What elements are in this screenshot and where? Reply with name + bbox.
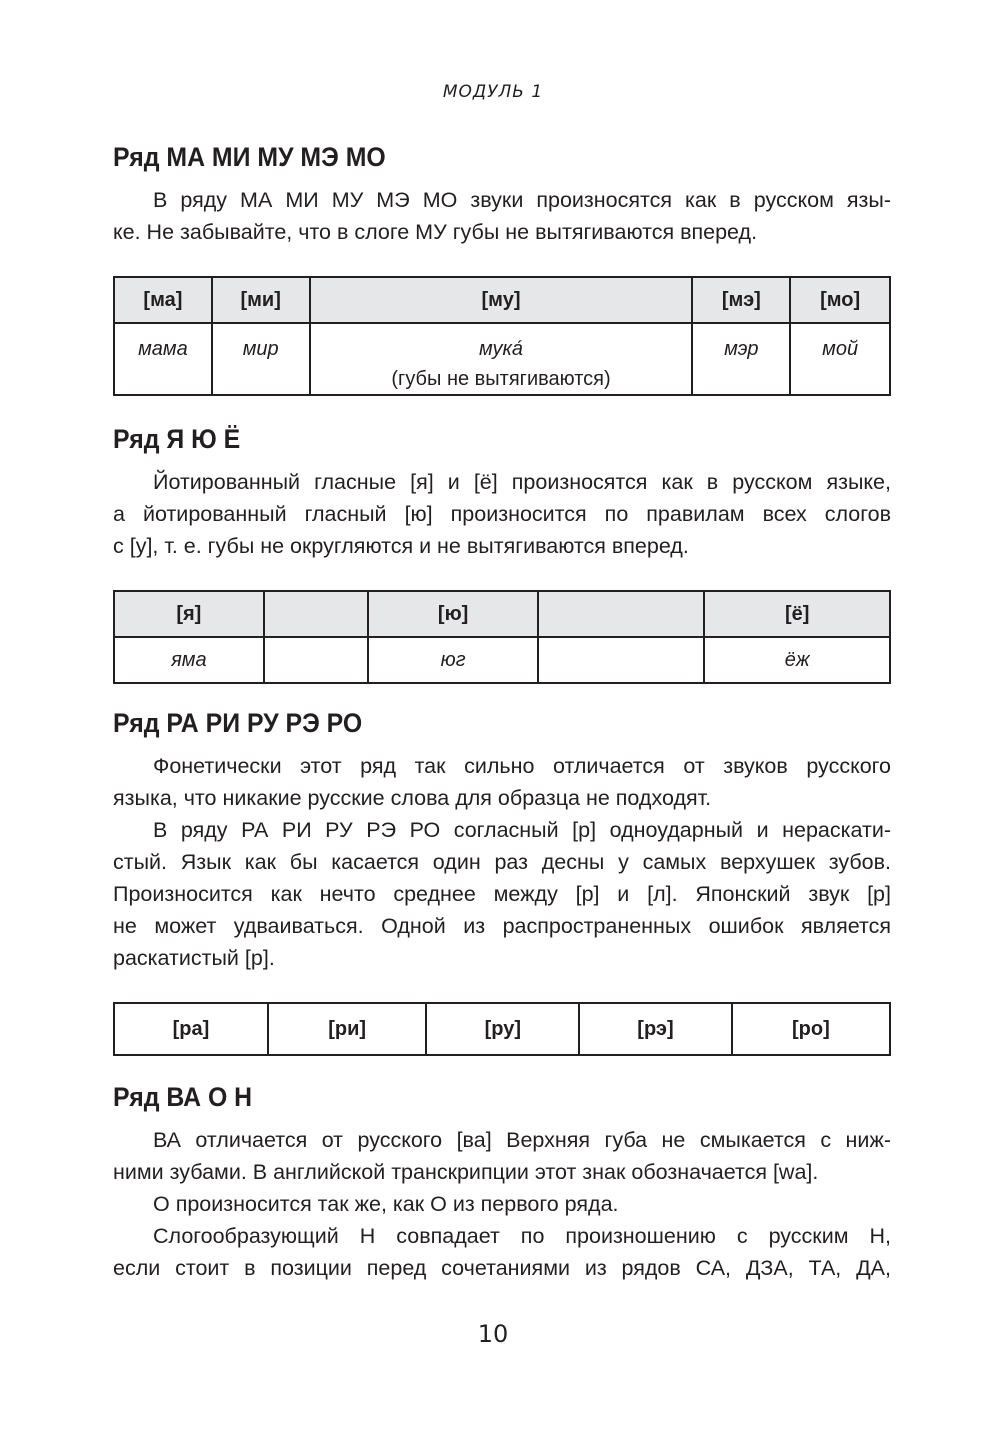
text-line: Йотированный гласные [я] и [ё] произносятся как в русском языке,: [153, 470, 891, 494]
table-header: [538, 591, 705, 637]
table-cell: мир: [212, 323, 310, 395]
table-cell: ёж: [704, 637, 890, 683]
text-line: ВА отличается от русского [ва] Верхняя губа не смыкается с ниж-: [153, 1128, 891, 1152]
section-title-ya: Ряд Я Ю Ё: [113, 424, 241, 454]
text-line: Произносится как нечто среднее между [р] и [л]. Японский звук [р]: [113, 882, 891, 906]
table-cell: [264, 637, 369, 683]
paragraph: [113, 1124, 891, 1188]
running-head: МОДУЛЬ 1: [442, 82, 544, 102]
table-header: [я]: [114, 591, 264, 637]
table-header: [рэ]: [579, 1003, 732, 1055]
text-line: ке. Не забывайте, что в слоге МУ губы не вытягиваются вперед.: [113, 220, 758, 244]
page-number: 10: [477, 1320, 509, 1348]
table-header: [ра]: [114, 1003, 268, 1055]
table-cell: [310, 323, 693, 395]
text-line: стый. Язык как бы касается один раз десны у самых верхушек зубов.: [113, 850, 891, 874]
table-cell: мой: [790, 323, 890, 395]
table-cell: мама: [114, 323, 212, 395]
section-title-va: Ряд ВА О Н: [113, 1082, 253, 1112]
text-line: если стоит в позиции перед сочетаниями из рядов СА, ДЗА, ТА, ДА,: [113, 1256, 891, 1280]
text-line: Слогообразующий Н совпадает по произношению с русским Н,: [153, 1224, 891, 1248]
paragraph: [113, 1188, 891, 1220]
table-header: [264, 591, 369, 637]
section-title-ma: Ряд МА МИ МУ МЭ МО: [113, 142, 386, 172]
text-line: Фонетически этот ряд так сильно отличается от звуков русского: [153, 754, 891, 778]
text-line: В ряду РА РИ РУ РЭ РО согласный [р] одноударный и нераскати-: [153, 818, 891, 842]
table-header: [ро]: [732, 1003, 890, 1055]
ra-row-table: [113, 1002, 891, 1056]
ya-row-table: [113, 590, 891, 684]
table-header: [ри]: [268, 1003, 427, 1055]
paragraph: [113, 1220, 891, 1284]
text-line: не может удваиваться. Одной из распространенных ошибок является: [113, 914, 891, 938]
paragraph: [113, 750, 891, 814]
section-title-ra: Ряд РА РИ РУ РЭ РО: [113, 708, 363, 738]
table-cell: юг: [368, 637, 538, 683]
table-header: [ма]: [114, 277, 212, 323]
example-word: мука́: [478, 338, 524, 360]
table-header: [мо]: [790, 277, 890, 323]
table-row: [114, 637, 890, 683]
text-line: раскатистый [р].: [113, 946, 275, 970]
table-header: [ё]: [704, 591, 890, 637]
text-line: О произносится так же, как О из первого ряда.: [153, 1192, 619, 1216]
table-header: [мэ]: [692, 277, 790, 323]
table-cell: яма: [114, 637, 264, 683]
paragraph: [113, 184, 891, 248]
table-header: [ю]: [368, 591, 538, 637]
text-line: языка, что никакие русские слова для образца не подходят.: [113, 786, 712, 810]
table-cell: мэр: [692, 323, 790, 395]
paragraph: [113, 466, 891, 562]
table-cell: [538, 637, 705, 683]
table-note: (губы не вытягиваются): [391, 368, 611, 390]
table-header: [му]: [310, 277, 693, 323]
paragraph: [113, 814, 891, 974]
ma-row-table: [113, 276, 891, 396]
text-line: с [у], т. е. губы не округляются и не вытягиваются вперед.: [113, 534, 689, 558]
text-line: В ряду МА МИ МУ МЭ МО звуки произносятся как в русском язы-: [153, 188, 891, 212]
table-header: [ру]: [426, 1003, 579, 1055]
text-line: ними зубами. В английской транскрипции этот знак обозначается [wa].: [113, 1160, 819, 1184]
text-line: а йотированный гласный [ю] произносится по правилам всех слогов: [113, 502, 891, 526]
table-row: [114, 323, 890, 395]
table-header: [ми]: [212, 277, 310, 323]
